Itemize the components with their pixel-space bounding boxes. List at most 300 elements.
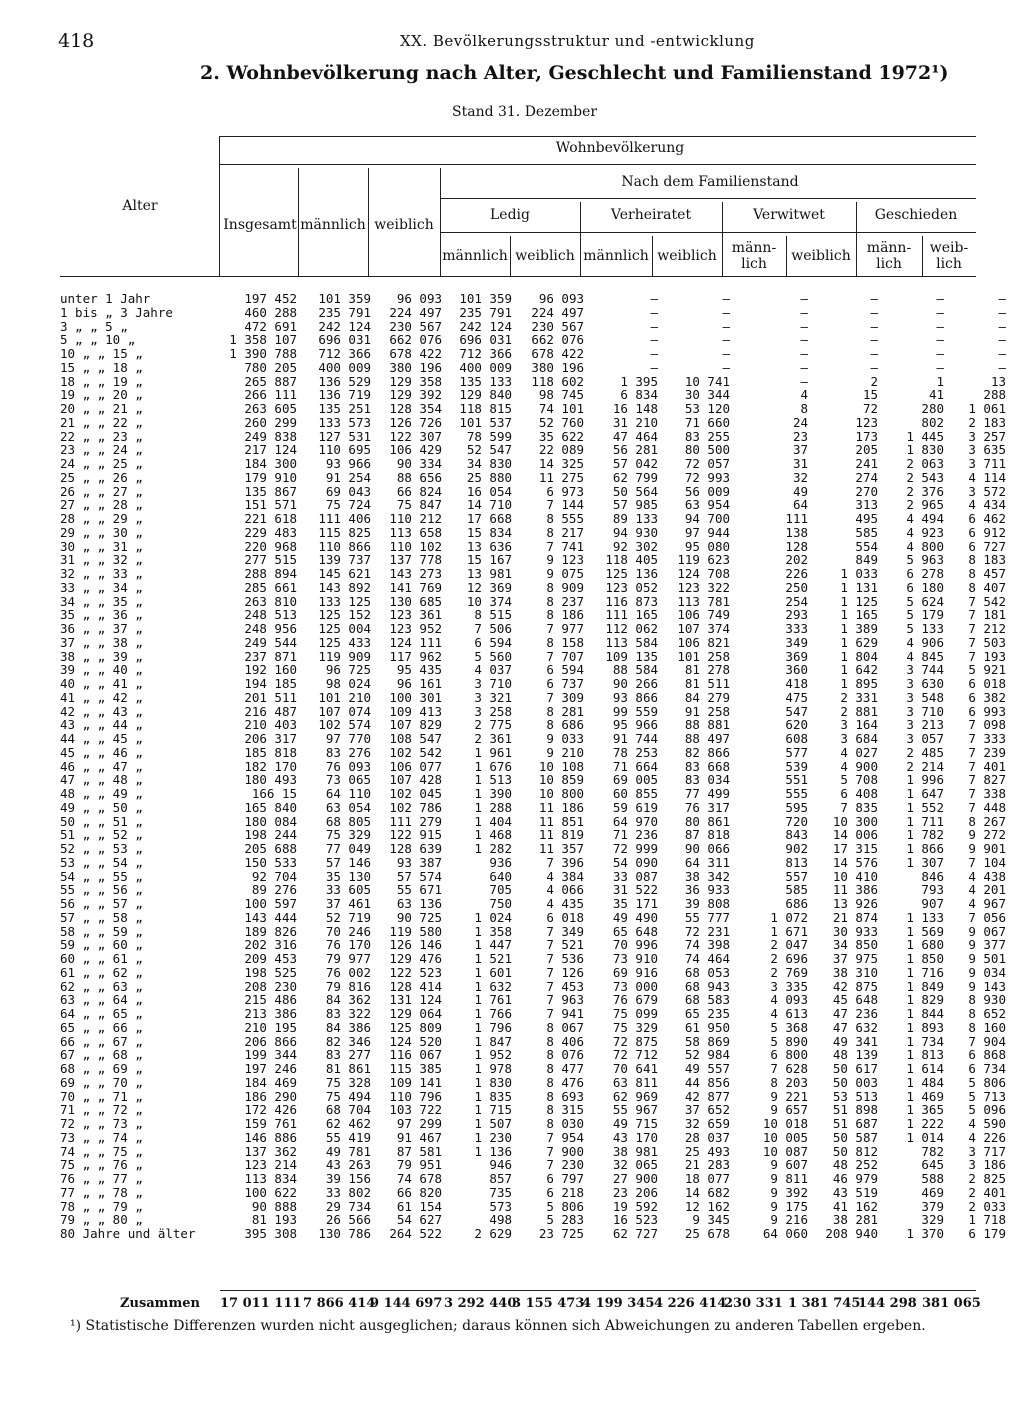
- value-cell: 61 154: [396, 1198, 442, 1214]
- value-cell: 9 392: [770, 1184, 808, 1200]
- value-cell: 89 133: [612, 511, 658, 526]
- value-cell: 70 996: [612, 937, 658, 953]
- value-cell: 49 781: [325, 1143, 371, 1159]
- age-cell: 25 „ „ 26 „: [60, 469, 143, 485]
- value-cell: 8 067: [546, 1019, 584, 1035]
- value-cell: 1 061: [968, 401, 1006, 416]
- value-cell: 139 737: [318, 552, 371, 568]
- value-cell: 88 497: [684, 731, 730, 746]
- value-cell: –: [936, 304, 944, 320]
- value-cell: 9 033: [546, 731, 584, 746]
- age-cell: 19 „ „ 20 „: [60, 387, 143, 403]
- value-cell: 285 661: [244, 579, 297, 595]
- table-row: [60, 787, 1006, 801]
- header-ledig: Ledig: [490, 207, 530, 223]
- value-cell: 6 834: [620, 387, 658, 403]
- table-row: [60, 1158, 1006, 1172]
- value-cell: 97 770: [325, 731, 371, 746]
- value-cell: 112 062: [605, 621, 658, 636]
- value-cell: 254: [785, 593, 808, 609]
- value-cell: 197 452: [244, 291, 297, 306]
- value-cell: 902: [785, 841, 808, 856]
- value-cell: 5 806: [968, 1074, 1006, 1090]
- value-cell: 76 093: [325, 758, 371, 774]
- value-cell: 11 275: [538, 469, 584, 485]
- value-cell: 696 031: [459, 332, 512, 348]
- value-cell: 23 725: [538, 1226, 584, 1241]
- value-cell: –: [722, 346, 730, 361]
- value-cell: 60 855: [612, 786, 658, 801]
- page-number: 418: [58, 30, 95, 52]
- value-cell: 242 124: [318, 318, 371, 334]
- age-cell: 80 Jahre und älter: [60, 1226, 196, 1241]
- value-cell: 38 981: [612, 1143, 658, 1159]
- age-cell: 78 „ „ 79 „: [60, 1198, 143, 1214]
- value-cell: 98 745: [538, 387, 584, 403]
- value-cell: 43 263: [325, 1157, 371, 1173]
- value-cell: 2 063: [906, 456, 944, 471]
- age-cell: 21 „ „ 22 „: [60, 414, 143, 430]
- age-cell: 53 „ „ 54 „: [60, 854, 143, 870]
- value-cell: 118 405: [605, 552, 658, 568]
- value-cell: 8 267: [968, 813, 1006, 829]
- value-cell: 107 074: [318, 703, 371, 719]
- value-cell: 64 970: [612, 813, 658, 829]
- table-title: 2. Wohnbevölkerung nach Alter, Geschlecht und Familienstand 1972¹): [200, 62, 949, 84]
- header-nach-familienstand: Nach dem Familienstand: [621, 174, 799, 190]
- table-row: [60, 526, 1006, 540]
- value-cell: 1 072: [770, 909, 808, 925]
- value-cell: 180 084: [244, 813, 297, 829]
- value-cell: 17 668: [466, 511, 512, 526]
- value-cell: 248 513: [244, 607, 297, 623]
- value-cell: 55 419: [325, 1129, 371, 1145]
- value-cell: –: [936, 346, 944, 361]
- value-cell: 72 057: [684, 456, 730, 471]
- header-top-rule: [220, 136, 976, 137]
- age-cell: 10 „ „ 15 „: [60, 346, 143, 361]
- value-cell: 2 825: [968, 1171, 1006, 1186]
- value-cell: 42 875: [832, 978, 878, 994]
- value-cell: 50 003: [832, 1074, 878, 1090]
- value-cell: 8 476: [546, 1074, 584, 1090]
- value-cell: 4 226: [968, 1129, 1006, 1145]
- value-cell: 7 835: [840, 799, 878, 815]
- value-cell: 119 909: [318, 648, 371, 664]
- total-weiblich: 9 144 697: [370, 1296, 443, 1311]
- value-cell: 95 966: [612, 717, 658, 733]
- value-cell: 4 967: [968, 896, 1006, 911]
- value-cell: 80 500: [684, 442, 730, 458]
- age-cell: 71 „ „ 72 „: [60, 1102, 143, 1118]
- table-row: [60, 553, 1006, 567]
- value-cell: 17 315: [832, 841, 878, 856]
- value-cell: 101 359: [459, 291, 512, 306]
- value-cell: 90 725: [396, 909, 442, 925]
- total-ledig-w: 3 155 473: [512, 1296, 585, 1311]
- table-row: [60, 1145, 1006, 1159]
- subheader-gesch-m: männ- lich: [866, 240, 912, 272]
- value-cell: 78 253: [612, 744, 658, 760]
- value-cell: –: [650, 304, 658, 320]
- value-cell: 11 851: [538, 813, 584, 829]
- value-cell: 143 444: [244, 909, 297, 925]
- value-cell: 418: [785, 676, 808, 691]
- value-cell: 95 435: [396, 662, 442, 678]
- value-cell: 2 376: [906, 483, 944, 499]
- value-cell: 83 277: [325, 1047, 371, 1063]
- value-cell: 64 311: [684, 854, 730, 870]
- value-cell: 1 847: [474, 1033, 512, 1049]
- value-cell: 74 101: [538, 401, 584, 416]
- value-cell: 8 407: [968, 579, 1006, 595]
- value-cell: 277 515: [244, 552, 297, 568]
- age-cell: 61 „ „ 62 „: [60, 964, 143, 980]
- table-row: [60, 1227, 1006, 1241]
- value-cell: 10 005: [762, 1129, 808, 1145]
- value-cell: 166 15: [251, 786, 297, 801]
- value-cell: 99 559: [612, 703, 658, 719]
- value-cell: 75 847: [396, 497, 442, 513]
- value-cell: 4 590: [968, 1116, 1006, 1131]
- total-gesch-m: 144 298: [858, 1296, 917, 1311]
- age-cell: 59 „ „ 60 „: [60, 937, 143, 953]
- total-insgesamt: 17 011 111: [220, 1296, 302, 1311]
- value-cell: 5 283: [546, 1212, 584, 1228]
- value-cell: 122 915: [389, 827, 442, 843]
- value-cell: 1 136: [474, 1143, 512, 1159]
- value-cell: 102 786: [389, 799, 442, 815]
- value-cell: 8 315: [546, 1102, 584, 1118]
- age-cell: 57 „ „ 58 „: [60, 909, 143, 925]
- age-cell: 44 „ „ 45 „: [60, 731, 143, 746]
- value-cell: 7 954: [546, 1129, 584, 1145]
- value-cell: 109 413: [389, 703, 442, 719]
- age-cell: 3 „ „ 5 „: [60, 318, 128, 334]
- value-cell: 1 961: [474, 744, 512, 760]
- value-cell: 585: [855, 524, 878, 540]
- value-cell: 1 614: [906, 1061, 944, 1076]
- value-cell: 80 861: [684, 813, 730, 829]
- value-cell: 2 965: [906, 497, 944, 513]
- value-cell: 24: [792, 414, 808, 430]
- age-cell: 15 „ „ 18 „: [60, 359, 143, 375]
- value-cell: 52 547: [466, 442, 512, 458]
- value-cell: 1 288: [474, 799, 512, 815]
- value-cell: 1 484: [906, 1074, 944, 1090]
- table-row: [60, 842, 1006, 856]
- value-cell: 248 956: [244, 621, 297, 636]
- value-cell: 2 775: [474, 717, 512, 733]
- value-cell: 8 076: [546, 1047, 584, 1063]
- value-cell: 10 087: [762, 1143, 808, 1159]
- table-row: [60, 1200, 1006, 1214]
- value-cell: 1 952: [474, 1047, 512, 1063]
- value-cell: 6 800: [770, 1047, 808, 1063]
- value-cell: –: [998, 304, 1006, 320]
- value-cell: 5 133: [906, 621, 944, 636]
- value-cell: 125 809: [389, 1019, 442, 1035]
- value-cell: 189 826: [244, 923, 297, 939]
- value-cell: 1 024: [474, 909, 512, 925]
- table-row: [60, 595, 1006, 609]
- value-cell: 6 278: [906, 566, 944, 581]
- value-cell: 44 856: [684, 1074, 730, 1090]
- total-verh-m: 4 199 345: [582, 1296, 655, 1311]
- value-cell: 780 205: [244, 359, 297, 375]
- value-cell: 206 866: [244, 1033, 297, 1049]
- value-cell: 15 834: [466, 524, 512, 540]
- value-cell: 1 365: [906, 1102, 944, 1118]
- value-cell: 1 131: [840, 579, 878, 595]
- value-cell: 210 403: [244, 717, 297, 733]
- value-cell: 68 943: [684, 978, 730, 994]
- value-cell: –: [722, 318, 730, 334]
- value-cell: 119 623: [677, 552, 730, 568]
- value-cell: 1 395: [620, 373, 658, 389]
- value-cell: 7 521: [546, 937, 584, 953]
- age-cell: 23 „ „ 24 „: [60, 442, 143, 458]
- value-cell: 640: [489, 868, 512, 884]
- age-cell: 27 „ „ 28 „: [60, 497, 143, 513]
- value-cell: 12 162: [684, 1198, 730, 1214]
- value-cell: 907: [921, 896, 944, 911]
- value-cell: 38 281: [832, 1212, 878, 1228]
- value-cell: 123 952: [389, 621, 442, 636]
- value-cell: 369: [785, 648, 808, 664]
- value-cell: 8 186: [546, 607, 584, 623]
- age-cell: 40 „ „ 41 „: [60, 676, 143, 691]
- value-cell: 1 671: [770, 923, 808, 939]
- value-cell: 1 849: [906, 978, 944, 994]
- age-cell: 72 „ „ 73 „: [60, 1116, 143, 1131]
- value-cell: 41: [928, 387, 944, 403]
- table-row: [60, 306, 1006, 320]
- value-cell: 7 900: [546, 1143, 584, 1159]
- value-cell: 1 507: [474, 1116, 512, 1131]
- value-cell: 705: [489, 882, 512, 898]
- value-cell: 124 111: [389, 634, 442, 650]
- value-cell: 288: [983, 387, 1006, 403]
- value-cell: 75 099: [612, 1006, 658, 1021]
- value-cell: 1 390 788: [229, 346, 297, 361]
- value-cell: 25 880: [466, 469, 512, 485]
- value-cell: 7 181: [968, 607, 1006, 623]
- value-cell: 106 429: [389, 442, 442, 458]
- value-cell: 111: [785, 511, 808, 526]
- value-cell: 107 829: [389, 717, 442, 733]
- value-cell: 946: [489, 1157, 512, 1173]
- value-cell: 3 572: [968, 483, 1006, 499]
- value-cell: 83 668: [684, 758, 730, 774]
- value-cell: 6 912: [968, 524, 1006, 540]
- value-cell: 1 358 107: [229, 332, 297, 348]
- age-cell: 32 „ „ 33 „: [60, 566, 143, 581]
- age-cell: 64 „ „ 65 „: [60, 1006, 143, 1021]
- value-cell: 3 164: [840, 717, 878, 733]
- value-cell: 217 124: [244, 442, 297, 458]
- value-cell: 111 279: [389, 813, 442, 829]
- value-cell: 720: [785, 813, 808, 829]
- value-cell: 1 866: [906, 841, 944, 856]
- value-cell: 7 098: [968, 717, 1006, 733]
- value-cell: 53 513: [832, 1088, 878, 1104]
- value-cell: 554: [855, 538, 878, 554]
- value-cell: 116 873: [605, 593, 658, 609]
- value-cell: 27 900: [612, 1171, 658, 1186]
- value-cell: –: [800, 359, 808, 375]
- value-cell: 84 362: [325, 992, 371, 1008]
- value-cell: 1 601: [474, 964, 512, 980]
- value-cell: 8 515: [474, 607, 512, 623]
- age-cell: 18 „ „ 19 „: [60, 373, 143, 389]
- value-cell: 101 359: [318, 291, 371, 306]
- value-cell: 68 805: [325, 813, 371, 829]
- value-cell: 95 080: [684, 538, 730, 554]
- value-cell: 39 156: [325, 1171, 371, 1186]
- value-cell: 11 357: [538, 841, 584, 856]
- value-cell: 7 707: [546, 648, 584, 664]
- value-cell: 8 183: [968, 552, 1006, 568]
- value-cell: 215 486: [244, 992, 297, 1008]
- value-cell: 7 309: [546, 689, 584, 705]
- age-cell: 54 „ „ 55 „: [60, 868, 143, 884]
- value-cell: 5 368: [770, 1019, 808, 1035]
- age-cell: 60 „ „ 61 „: [60, 951, 143, 966]
- age-cell: 76 „ „ 77 „: [60, 1171, 143, 1186]
- value-cell: 78 599: [466, 428, 512, 444]
- value-cell: 46 979: [832, 1171, 878, 1186]
- value-cell: 3 710: [474, 676, 512, 691]
- subheader-verh-m: männlich: [583, 248, 649, 264]
- value-cell: 8 555: [546, 511, 584, 526]
- value-cell: 1 996: [906, 772, 944, 788]
- value-cell: 35 171: [612, 896, 658, 911]
- table-row: [60, 966, 1006, 980]
- value-cell: 7 503: [968, 634, 1006, 650]
- value-cell: 133 573: [318, 414, 371, 430]
- value-cell: 109 141: [389, 1074, 442, 1090]
- value-cell: 1 761: [474, 992, 512, 1008]
- value-cell: 93 966: [325, 456, 371, 471]
- value-cell: 127 531: [318, 428, 371, 444]
- value-cell: 8 477: [546, 1061, 584, 1076]
- value-cell: –: [800, 318, 808, 334]
- table-row: [60, 760, 1006, 774]
- subheader-ledig-m: männlich: [442, 248, 508, 264]
- value-cell: 79 951: [396, 1157, 442, 1173]
- age-cell: 45 „ „ 46 „: [60, 744, 143, 760]
- table-row: [60, 1090, 1006, 1104]
- value-cell: 7 193: [968, 648, 1006, 664]
- value-cell: –: [650, 332, 658, 348]
- value-cell: 1 469: [906, 1088, 944, 1104]
- value-cell: 93 387: [396, 854, 442, 870]
- value-cell: 1 033: [840, 566, 878, 581]
- value-cell: 221 618: [244, 511, 297, 526]
- value-cell: 5 560: [474, 648, 512, 664]
- table-row: [60, 993, 1006, 1007]
- value-cell: 118 815: [459, 401, 512, 416]
- value-cell: 3 744: [906, 662, 944, 678]
- value-cell: 7 827: [968, 772, 1006, 788]
- table-row: [60, 1213, 1006, 1227]
- value-cell: 1 680: [906, 937, 944, 953]
- value-cell: –: [800, 304, 808, 320]
- value-cell: 288 894: [244, 566, 297, 581]
- value-cell: 14 006: [832, 827, 878, 843]
- table-row: [60, 677, 1006, 691]
- value-cell: 100 597: [244, 896, 297, 911]
- value-cell: 63 136: [396, 896, 442, 911]
- table-row: [60, 347, 1006, 361]
- value-cell: 585: [785, 882, 808, 898]
- value-cell: 96 725: [325, 662, 371, 678]
- value-cell: 360: [785, 662, 808, 678]
- value-cell: 84 386: [325, 1019, 371, 1035]
- age-cell: 29 „ „ 30 „: [60, 524, 143, 540]
- value-cell: 16 523: [612, 1212, 658, 1228]
- table-row: [60, 897, 1006, 911]
- value-cell: 5 179: [906, 607, 944, 623]
- table-row: [60, 512, 1006, 526]
- value-cell: 123: [855, 414, 878, 430]
- value-cell: 10 410: [832, 868, 878, 884]
- value-cell: 620: [785, 717, 808, 733]
- table-row: [60, 567, 1006, 581]
- value-cell: 460 288: [244, 304, 297, 320]
- value-cell: 135 251: [318, 401, 371, 416]
- value-cell: 1 390: [474, 786, 512, 801]
- age-cell: 1 bis „ 3 Jahre: [60, 304, 173, 320]
- value-cell: 8 217: [546, 524, 584, 540]
- value-cell: 37: [792, 442, 808, 458]
- table-row: [60, 1131, 1006, 1145]
- value-cell: 122 523: [389, 964, 442, 980]
- value-cell: 11 186: [538, 799, 584, 815]
- table-row: [60, 471, 1006, 485]
- value-cell: –: [722, 304, 730, 320]
- value-cell: –: [998, 346, 1006, 361]
- table-row: [60, 636, 1006, 650]
- value-cell: 101 210: [318, 689, 371, 705]
- value-cell: 77 049: [325, 841, 371, 856]
- value-cell: 62 462: [325, 1116, 371, 1131]
- value-cell: 2 543: [906, 469, 944, 485]
- value-cell: 1 895: [840, 676, 878, 691]
- value-cell: 19 592: [612, 1198, 658, 1214]
- value-cell: 1 513: [474, 772, 512, 788]
- age-cell: 37 „ „ 38 „: [60, 634, 143, 650]
- value-cell: 4 438: [968, 868, 1006, 884]
- header-rule-below-wohnbev: [220, 164, 976, 165]
- header-vertical-left: [219, 136, 220, 276]
- value-cell: 97 299: [396, 1116, 442, 1131]
- value-cell: 172 426: [244, 1102, 297, 1118]
- value-cell: 64 060: [762, 1226, 808, 1241]
- table-row: [60, 691, 1006, 705]
- value-cell: 73 000: [612, 978, 658, 994]
- value-cell: 9 067: [968, 923, 1006, 939]
- value-cell: 4 114: [968, 469, 1006, 485]
- value-cell: 249 838: [244, 428, 297, 444]
- value-cell: 57 574: [396, 868, 442, 884]
- value-cell: 539: [785, 758, 808, 774]
- value-cell: 1 642: [840, 662, 878, 678]
- value-cell: 66 820: [396, 1184, 442, 1200]
- value-cell: 8 686: [546, 717, 584, 733]
- table-row: [60, 1007, 1006, 1021]
